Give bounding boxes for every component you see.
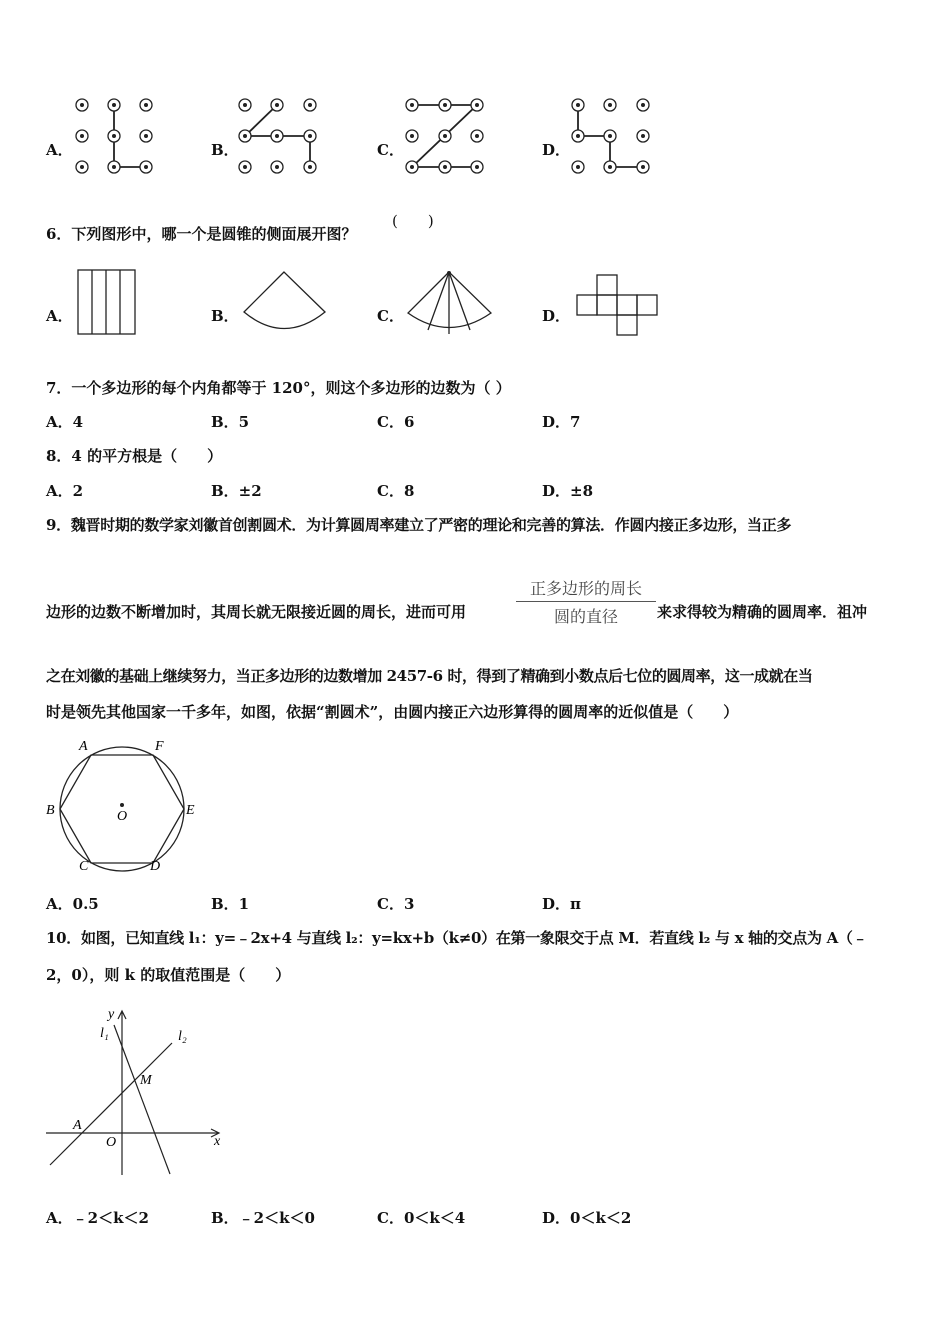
q7-option-b: B．5 [211, 413, 250, 431]
q5-option-d-label: D． [542, 141, 571, 159]
q10-option-c: C．0＜k＜4 [377, 1209, 466, 1227]
q9-option-b: B．1 [211, 895, 250, 913]
q10-label-l1: l₁ [100, 1026, 109, 1041]
q10-label-a: A [73, 1118, 82, 1133]
q10-label-l2: l₂ [178, 1029, 187, 1044]
q9-line-1: 9．魏晋时期的数学家刘徽首创割圆术．为计算圆周率建立了严密的理论和完善的算法．作圆内接正多边形，当正多 [46, 516, 792, 534]
q9-option-a: A．0.5 [46, 895, 99, 913]
q9-fraction-denominator: 圆的直径 [553, 607, 618, 626]
q9-label-b: B [46, 803, 55, 818]
q7-option-c: C．6 [377, 413, 415, 431]
q5-option-b-label: B． [211, 141, 239, 159]
q10-label-o: O [106, 1135, 117, 1150]
q10-option-a: A．﹣2＜k＜2 [46, 1209, 149, 1227]
q8-question-text: 8．4 的平方根是（ ） [46, 447, 223, 465]
q10-label-y: y [108, 1007, 115, 1022]
q5-option-c-label: C． [377, 141, 404, 159]
q7-option-d: D．7 [542, 413, 581, 431]
q9-label-f: F [155, 739, 164, 754]
q6-answer-paren: ( ) [392, 212, 434, 230]
q8-option-c: C．8 [377, 482, 415, 500]
q10-label-x: x [214, 1134, 221, 1149]
q6-option-c-label: C． [377, 307, 404, 325]
q9-label-o: O [117, 809, 128, 824]
q9-label-d: D [150, 859, 161, 874]
q10-option-d: D．0＜k＜2 [542, 1209, 632, 1227]
q5-option-a-label: A． [46, 141, 73, 159]
q9-line-3: 之在刘徽的基础上继续努力，当正多边形的边数增加 2457-6 时，得到了精确到小数点后七位的圆周率，这一成就在当 [46, 667, 813, 685]
q9-option-d: D．π [542, 895, 581, 913]
q9-label-e: E [186, 803, 195, 818]
q6-option-b-label: B． [211, 307, 239, 325]
q7-question-text: 7．一个多边形的每个内角都等于 120°，则这个多边形的边数为（ ） [46, 379, 511, 397]
q10-label-m: M [140, 1073, 152, 1088]
q6-option-d-label: D． [542, 307, 571, 325]
q8-option-d: D．±8 [542, 482, 594, 500]
q9-fraction-numerator: 正多边形的周长 [529, 579, 642, 598]
q10-option-b: B．﹣2＜k＜0 [211, 1209, 315, 1227]
q9-line-4: 时是领先其他国家一千多年，如图，依据“割圆术”，由圆内接正六边形算得的圆周率的近似值是（ ） [46, 703, 739, 721]
q9-label-c: C [79, 859, 89, 874]
q9-label-a: A [79, 739, 88, 754]
q9-line-2-before: 边形的边数不断增加时，其周长就无限接近圆的周长，进而可用 [46, 603, 467, 621]
q9-option-c: C．3 [377, 895, 415, 913]
q6-option-a-label: A． [46, 307, 73, 325]
q10-line-1: 10．如图，已知直线 l₁：y=﹣2x+4 与直线 l₂：y=kx+b（k≠0）在第一象限交于点 M．若直线 l₂ 与 x 轴的交点为 A（﹣ [46, 929, 868, 947]
q7-option-a: A．4 [46, 413, 84, 431]
q6-question-text: 6．下列图形中，哪一个是圆锥的侧面展开图？ [46, 225, 357, 243]
q8-option-b: B．±2 [211, 482, 262, 500]
q9-line-2-after: 来求得较为精确的圆周率．祖冲 [657, 603, 868, 621]
q8-option-a: A．2 [46, 482, 84, 500]
q10-line-2: 2，0），则 k 的取值范围是（ ） [46, 966, 291, 984]
